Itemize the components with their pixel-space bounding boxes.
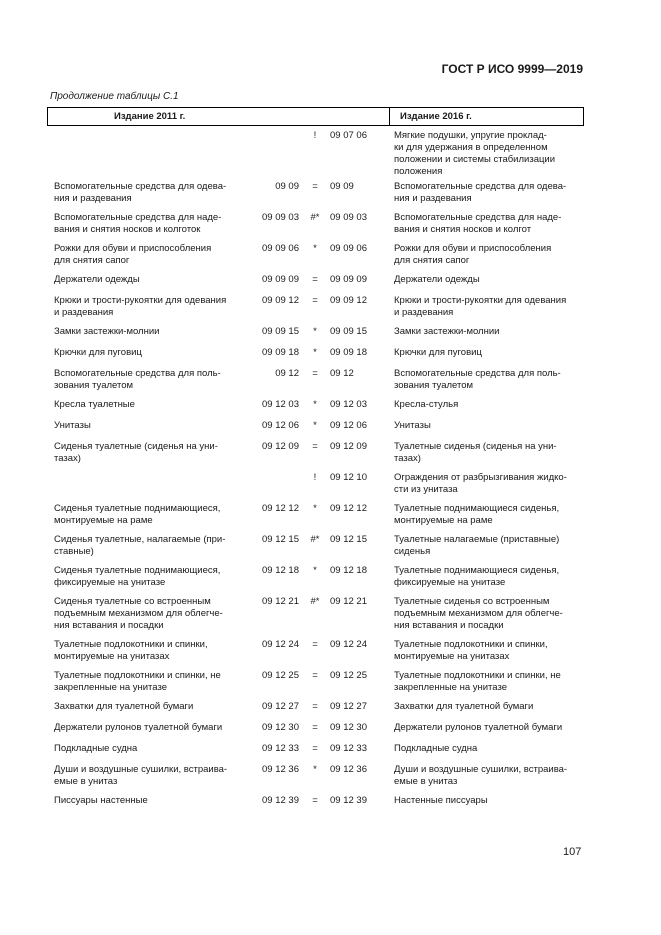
change-symbol-cell: * bbox=[313, 503, 317, 514]
old-name-cell: Сиденья туалетные (сиденья на уни- тазах) bbox=[54, 441, 218, 464]
old-code-cell: 09 09 15 bbox=[262, 326, 299, 337]
table-row bbox=[47, 701, 584, 713]
old-name-cell: Вспомогательные средства для одева- ния и раздевания bbox=[54, 181, 227, 204]
old-name-cell: Рожки для обуви и приспособления для снятия сапог bbox=[54, 243, 212, 266]
new-code-cell: 09 12 10 bbox=[330, 472, 367, 483]
new-code-cell: 09 12 15 bbox=[330, 534, 367, 545]
change-symbol-cell: = bbox=[312, 795, 318, 806]
table-row bbox=[47, 639, 584, 663]
old-code-cell: 09 12 09 bbox=[262, 441, 299, 452]
old-name-cell: Души и воздушные сушилки, встраива- емые в унитаз bbox=[54, 764, 228, 787]
new-name-cell: Крючки для пуговиц bbox=[394, 347, 482, 358]
new-code-cell: 09 12 06 bbox=[330, 420, 367, 431]
table-row bbox=[47, 565, 584, 589]
table-row bbox=[47, 243, 584, 267]
table-row bbox=[47, 534, 584, 558]
old-name-cell: Унитазы bbox=[54, 420, 91, 431]
old-name-cell: Подкладные судна bbox=[54, 743, 138, 754]
old-code-cell: 09 09 18 bbox=[262, 347, 299, 358]
new-code-cell: 09 09 03 bbox=[330, 212, 367, 223]
change-symbol-cell: = bbox=[312, 670, 318, 681]
page-number: 107 bbox=[563, 846, 582, 858]
new-name-cell: Захватки для туалетной бумаги bbox=[394, 701, 534, 712]
change-symbol-cell: = bbox=[312, 722, 318, 733]
table-row bbox=[47, 347, 584, 359]
comparison-table bbox=[47, 107, 584, 806]
new-code-cell: 09 12 09 bbox=[330, 441, 367, 452]
new-name-cell: Вспомогательные средства для наде- вания и снятия носков и колгот bbox=[394, 212, 562, 235]
table-row bbox=[47, 420, 584, 432]
table-row bbox=[47, 764, 584, 788]
table-row bbox=[47, 670, 584, 694]
change-symbol-cell: * bbox=[313, 347, 317, 358]
new-code-cell: 09 09 06 bbox=[330, 243, 367, 254]
new-name-cell: Держатели рулонов туалетной бумаги bbox=[394, 722, 563, 733]
old-code-cell: 09 12 25 bbox=[262, 670, 299, 681]
old-code-cell: 09 12 39 bbox=[262, 795, 299, 806]
new-name-cell: Унитазы bbox=[394, 420, 431, 431]
table-row bbox=[47, 295, 584, 319]
new-name-cell: Кресла-стулья bbox=[394, 399, 459, 410]
old-name-cell: Туалетные подлокотники и спинки, монтируемые на унитазах bbox=[54, 639, 208, 662]
old-name-cell: Туалетные подлокотники и спинки, не закрепленные на унитазе bbox=[54, 670, 221, 693]
old-name-cell: Крюки и трости-рукоятки для одевания и раздевания bbox=[54, 295, 227, 318]
table-header bbox=[47, 107, 584, 126]
old-code-cell: 09 12 21 bbox=[262, 596, 299, 607]
old-code-cell: 09 09 09 bbox=[262, 274, 299, 285]
table-row bbox=[47, 441, 584, 465]
change-symbol-cell: = bbox=[312, 295, 318, 306]
change-symbol-cell: * bbox=[313, 243, 317, 254]
table-row bbox=[47, 368, 584, 392]
change-symbol-cell: = bbox=[312, 441, 318, 452]
table-row bbox=[47, 326, 584, 338]
old-code-cell: 09 12 06 bbox=[262, 420, 299, 431]
standard-header: ГОСТ Р ИСО 9999—2019 bbox=[441, 62, 583, 76]
new-code-cell: 09 09 09 bbox=[330, 274, 367, 285]
change-symbol-cell: * bbox=[313, 764, 317, 775]
old-code-cell: 09 12 30 bbox=[262, 722, 299, 733]
new-name-cell: Подкладные судна bbox=[394, 743, 478, 754]
old-code-cell: 09 09 bbox=[275, 181, 299, 192]
change-symbol-cell: = bbox=[312, 181, 318, 192]
new-name-cell: Настенные писсуары bbox=[394, 795, 488, 806]
old-name-cell: Крючки для пуговиц bbox=[54, 347, 142, 358]
old-code-cell: 09 12 03 bbox=[262, 399, 299, 410]
old-name-cell: Сиденья туалетные, налагаемые (при- ставные) bbox=[54, 534, 226, 557]
change-symbol-cell: = bbox=[312, 743, 318, 754]
old-name-cell: Вспомогательные средства для поль- зования туалетом bbox=[54, 368, 221, 391]
change-symbol-cell: #* bbox=[310, 596, 320, 607]
new-code-cell: 09 12 12 bbox=[330, 503, 367, 514]
old-code-cell: 09 12 12 bbox=[262, 503, 299, 514]
new-name-cell: Замки застежки-молнии bbox=[394, 326, 500, 337]
table-row bbox=[47, 181, 584, 205]
new-code-cell: 09 12 25 bbox=[330, 670, 367, 681]
old-code-cell: 09 12 36 bbox=[262, 764, 299, 775]
change-symbol-cell: #* bbox=[310, 534, 320, 545]
change-symbol-cell: * bbox=[313, 420, 317, 431]
old-code-cell: 09 12 bbox=[275, 368, 299, 379]
old-name-cell: Замки застежки-молнии bbox=[54, 326, 160, 337]
new-name-cell: Туалетные поднимающиеся сиденья, фиксируемые на унитазе bbox=[394, 565, 560, 588]
change-symbol-cell: * bbox=[313, 399, 317, 410]
change-symbol-cell: #* bbox=[310, 212, 320, 223]
new-name-cell: Ограждения от разбрызгивания жидко- сти из унитаза bbox=[394, 472, 567, 495]
new-code-cell: 09 12 30 bbox=[330, 722, 367, 733]
old-name-cell: Сиденья туалетные поднимающиеся, фиксируемые на унитазе bbox=[54, 565, 221, 588]
old-name-cell: Кресла туалетные bbox=[54, 399, 135, 410]
new-name-cell: Туалетные подлокотники и спинки, не закрепленные на унитазе bbox=[394, 670, 561, 693]
change-symbol-cell: = bbox=[312, 274, 318, 285]
column-header-2016: Издание 2016 г. bbox=[400, 111, 472, 122]
new-code-cell: 09 12 24 bbox=[330, 639, 367, 650]
change-symbol-cell: = bbox=[312, 701, 318, 712]
table-row bbox=[47, 212, 584, 236]
new-code-cell: 09 12 36 bbox=[330, 764, 367, 775]
old-code-cell: 09 09 12 bbox=[262, 295, 299, 306]
old-name-cell: Сиденья туалетные со встроенным подъемным механизмом для облегче- ния вставания и посадки bbox=[54, 596, 223, 631]
change-symbol-cell: ! bbox=[313, 130, 317, 141]
table-row bbox=[47, 722, 584, 734]
old-code-cell: 09 12 33 bbox=[262, 743, 299, 754]
change-symbol-cell: ! bbox=[313, 472, 317, 483]
new-code-cell: 09 12 03 bbox=[330, 399, 367, 410]
new-name-cell: Туалетные подлокотники и спинки, монтируемые на унитазах bbox=[394, 639, 548, 662]
old-name-cell: Сиденья туалетные поднимающиеся, монтируемые на раме bbox=[54, 503, 221, 526]
new-name-cell: Держатели одежды bbox=[394, 274, 480, 285]
header-divider bbox=[389, 108, 390, 125]
new-code-cell: 09 09 18 bbox=[330, 347, 367, 358]
new-name-cell: Туалетные сиденья со встроенным подъемным механизмом для облегче- ния вставания и посадки bbox=[394, 596, 563, 631]
table-row bbox=[47, 472, 584, 496]
old-code-cell: 09 09 03 bbox=[262, 212, 299, 223]
new-code-cell: 09 07 06 bbox=[330, 130, 367, 141]
new-name-cell: Туалетные поднимающиеся сиденья, монтируемые на раме bbox=[394, 503, 560, 526]
new-code-cell: 09 09 15 bbox=[330, 326, 367, 337]
old-code-cell: 09 12 24 bbox=[262, 639, 299, 650]
new-code-cell: 09 12 bbox=[330, 368, 354, 379]
table-row bbox=[47, 399, 584, 411]
new-name-cell: Мягкие подушки, упругие проклад- ки для удержания в определенном положении и системы стабилизации положения bbox=[394, 130, 556, 177]
table-row bbox=[47, 596, 584, 632]
old-code-cell: 09 09 06 bbox=[262, 243, 299, 254]
new-code-cell: 09 12 27 bbox=[330, 701, 367, 712]
new-name-cell: Рожки для обуви и приспособления для снятия сапог bbox=[394, 243, 552, 266]
old-name-cell: Захватки для туалетной бумаги bbox=[54, 701, 194, 712]
table-row bbox=[47, 503, 584, 527]
new-code-cell: 09 12 33 bbox=[330, 743, 367, 754]
new-code-cell: 09 12 18 bbox=[330, 565, 367, 576]
new-name-cell: Души и воздушные сушилки, встраива- емые в унитаз bbox=[394, 764, 568, 787]
table-caption: Продолжение таблицы С.1 bbox=[50, 91, 179, 102]
old-name-cell: Писсуары настенные bbox=[54, 795, 148, 806]
table-row bbox=[47, 743, 584, 755]
table-row bbox=[47, 130, 584, 178]
change-symbol-cell: = bbox=[312, 639, 318, 650]
old-name-cell: Держатели одежды bbox=[54, 274, 140, 285]
table-row bbox=[47, 274, 584, 286]
new-name-cell: Вспомогательные средства для одева- ния и раздевания bbox=[394, 181, 567, 204]
new-name-cell: Туалетные сиденья (сиденья на уни- тазах) bbox=[394, 441, 557, 464]
table-row bbox=[47, 795, 584, 807]
new-code-cell: 09 09 bbox=[330, 181, 354, 192]
old-name-cell: Вспомогательные средства для наде- вания и снятия носков и колготок bbox=[54, 212, 222, 235]
change-symbol-cell: = bbox=[312, 368, 318, 379]
old-name-cell: Держатели рулонов туалетной бумаги bbox=[54, 722, 223, 733]
change-symbol-cell: * bbox=[313, 326, 317, 337]
new-name-cell: Туалетные налагаемые (приставные) сиденья bbox=[394, 534, 560, 557]
column-header-2011: Издание 2011 г. bbox=[114, 111, 186, 122]
old-code-cell: 09 12 15 bbox=[262, 534, 299, 545]
old-code-cell: 09 12 27 bbox=[262, 701, 299, 712]
change-symbol-cell: * bbox=[313, 565, 317, 576]
new-code-cell: 09 12 39 bbox=[330, 795, 367, 806]
new-name-cell: Вспомогательные средства для поль- зования туалетом bbox=[394, 368, 561, 391]
old-code-cell: 09 12 18 bbox=[262, 565, 299, 576]
new-code-cell: 09 12 21 bbox=[330, 596, 367, 607]
new-code-cell: 09 09 12 bbox=[330, 295, 367, 306]
new-name-cell: Крюки и трости-рукоятки для одевания и раздевания bbox=[394, 295, 567, 318]
